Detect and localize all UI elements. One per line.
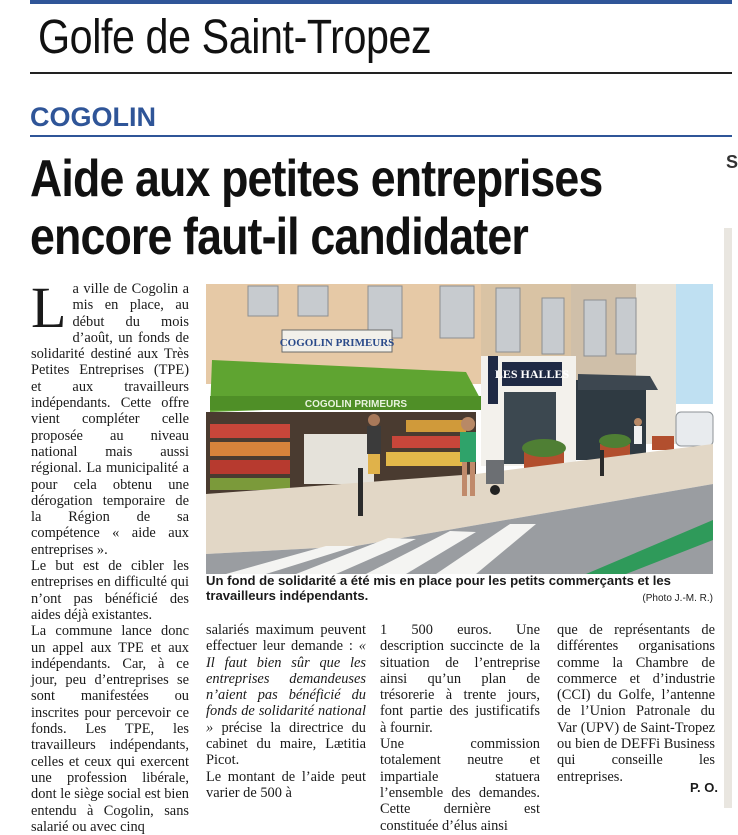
lead-paragraph: a ville de Cogolin a mis en place, au début du mois d’août, un fonds de solidarité destiné aux Très Petites Entreprises (TPE) et aux travailleurs indépendants. Cette offre vient compléter celle proposée au niveau national mais aussi régional. La municipalité a pour cela obtenu une dérogation temporaire de la Région de sa compétence « aide aux entreprises ». [31,281,189,558]
paragraph: Le montant de l’aide peut varier de 500 à [206,768,366,801]
planter [652,436,674,450]
article-headline: Aide aux petites entreprises encore faut-il candidater [30,150,603,266]
paragraph: Le but est de cibler les entreprises en difficulté qui n’ont pas bénéficié des aides déjà existantes. [31,558,189,623]
dark-awning [578,374,658,390]
rubric-label: COGOLIN [30,102,156,132]
author-signature: P. O. [690,780,718,795]
rubric-rule [30,135,732,137]
section-title: Golfe de Saint-Tropez [38,11,432,64]
bollard [358,468,363,516]
parked-car [676,412,713,446]
paragraph: La commune lance donc un appel aux TPE et aux indépendants. Car, à ce jour, peu d’entreprises se sont manifestées ou inscrites pour percevoir ce fonds. Les TPE, les travailleurs indépendants, celles et ceux qui exercent une profession libérale, dont le siège social est bien entendu à Cogolin, sans salarié ou avec cinq [31,623,189,835]
street-scene-illustration [206,284,713,574]
distant-pedestrian [634,418,642,444]
bollard [600,450,604,476]
sign-primeurs: COGOLIN PRIMEURS [279,337,395,349]
quote: « Il faut bien sûr que les entreprises demandeuses n’aient pas bénéficié du fonds de solidarité national » [206,638,366,736]
adjacent-article-edge: S [726,152,738,172]
article-column-3 [380,622,540,834]
counter [304,434,374,484]
sign-halles: LES HALLES [494,367,570,381]
paragraph: 1 500 euros. Une description succincte de la situation de l’entreprise ainsi qu’un plan de trésorerie à trente jours, font partie des justificatifs à fournir. [380,622,540,736]
article-column-4 [557,622,715,785]
photo-caption: Un fond de solidarité a été mis en place pour les petits commerçants et les travailleurs indépendants. [206,573,671,603]
paragraph: Une commission totalement neutre et impartiale statuera l’ensemble des demandes. Cette dernière est constituée d’élus ainsi [380,736,540,834]
vendor-figure [367,414,381,474]
awning-text: COGOLIN PRIMEURS [304,399,408,410]
article-column-1 [31,275,189,835]
planter-plants [522,439,566,457]
text-run: précise la directrice du cabinet du maire, Lætitia Picot. [206,719,366,769]
planter-plants [599,434,631,448]
header-rule [30,72,732,74]
article-column-2 [206,622,366,801]
top-color-bar [30,0,732,4]
paragraph: que de représentants de différentes organisations comme la Chambre de commerce et d’industrie (CCI) du Golfe, l’antenne de l’Union Patronale du Var (UPV) de Saint-Tropez ou bien de DEFFi Business qui conseille les entreprises. [557,622,715,785]
photo-credit: (Photo J.-M. R.) [642,593,713,604]
drop-cap: L [31,275,67,340]
text-run: salariés maximum peuvent effectuer leur demande : [206,622,366,655]
article-photo [206,284,713,574]
adjacent-article-strip [724,228,732,808]
